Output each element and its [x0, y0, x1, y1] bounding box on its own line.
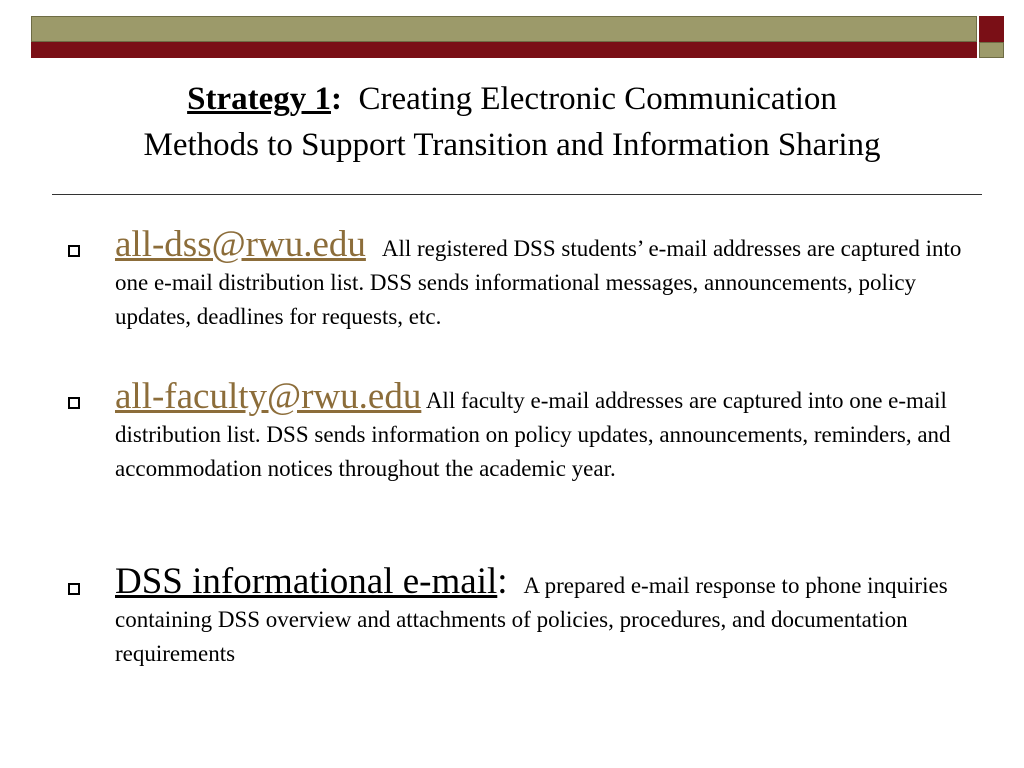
title-divider: [52, 194, 982, 195]
bullet-text: [115, 224, 975, 334]
header-olive-bar: [31, 16, 977, 42]
bullet-heading-colon: :: [497, 561, 508, 602]
slide-title: [30, 76, 994, 168]
bullet-body: All registered DSS students’ e-mail addresses are captured into one e-mail distribution list. DSS sends informational messages, announcements, policy updates, deadlines for requests, etc.: [115, 236, 962, 329]
bullet-body: All faculty e-mail addresses are captured into one e-mail distribution list. DSS sends information on policy updates, announcements, reminders, and accommodation notices throughout the academic year.: [115, 388, 951, 481]
bullet-text: [115, 376, 975, 486]
header-olive-square: [979, 42, 1004, 58]
title-colon: :: [331, 81, 342, 117]
square-bullet-icon: [68, 397, 80, 409]
bullet-text: [115, 561, 975, 671]
email-link-all-faculty[interactable]: all-faculty@rwu.edu: [115, 376, 422, 417]
square-bullet-icon: [68, 583, 80, 595]
bullet-heading: DSS informational e-mail: [115, 561, 498, 602]
header-maroon-bar: [31, 42, 977, 58]
title-strategy-label: Strategy 1: [187, 81, 331, 117]
title-line2: Methods to Support Transition and Information Sharing: [143, 127, 881, 163]
bullet-body: A prepared e-mail response to phone inquiries containing DSS overview and attachments of policies, procedures, and documentation requirements: [115, 573, 948, 666]
email-link-all-dss[interactable]: all-dss@rwu.edu: [115, 224, 366, 265]
square-bullet-icon: [68, 245, 80, 257]
header-maroon-square: [979, 16, 1004, 42]
title-line1: Creating Electronic Communication: [358, 81, 837, 117]
